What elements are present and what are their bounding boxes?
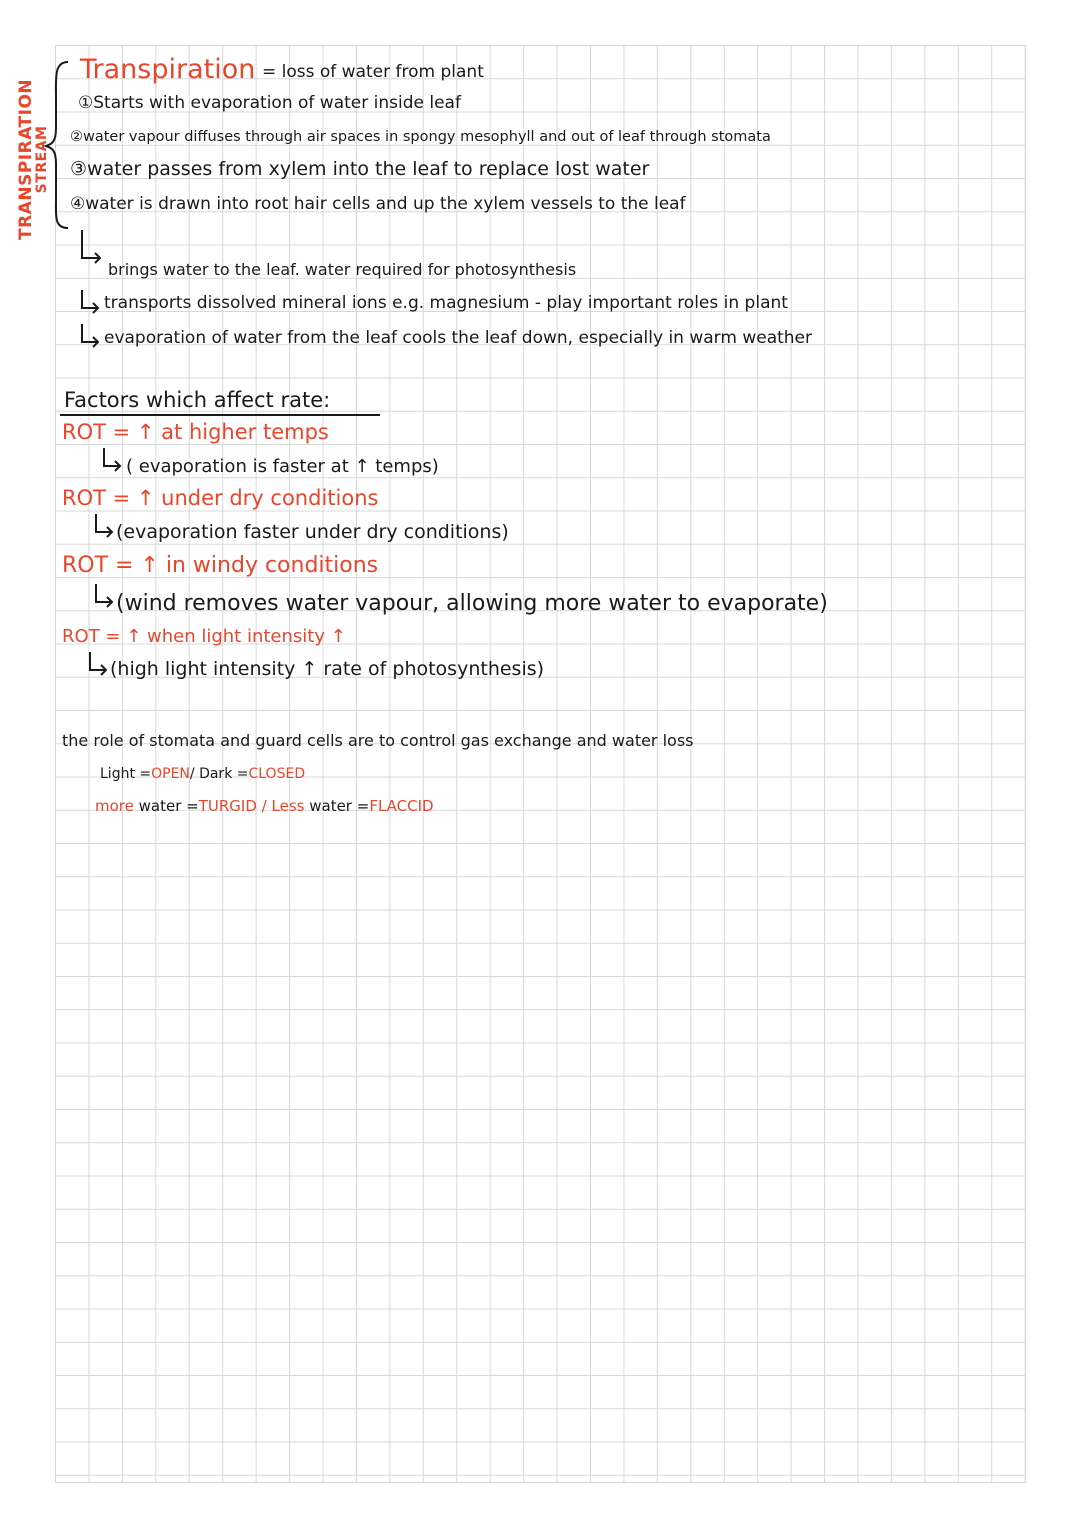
light-label: Light = [100,766,152,782]
step-1: ①Starts with evaporation of water inside leaf [78,93,461,113]
benefit-2: transports dissolved mineral ions e.g. magnesium - play important roles in plant [104,293,788,313]
return-arrow-icon [78,322,106,352]
curly-brace-icon [42,58,72,233]
return-arrow-icon [100,446,128,476]
transpiration-definition: = loss of water from plant [262,62,484,82]
more-label: more [95,797,134,815]
benefit-3: evaporation of water from the leaf cools the leaf down, especially in warm weather [104,328,812,348]
factor-reason-3: (wind removes water vapour, allowing more water to evaporate) [116,591,828,616]
benefit-1: brings water to the leaf. water required for photosynthesis [108,260,577,279]
less-label: / Less [261,797,305,815]
factor-rule-4: ROT = ↑ when light intensity ↑ [62,626,346,647]
less-water-label: water = [309,797,370,815]
factor-rule-1: ROT = ↑ at higher temps [62,420,329,444]
step-3: ③water passes from xylem into the leaf to replace lost water [70,158,650,180]
factor-reason-2: (evaporation faster under dry conditions) [116,521,509,543]
factor-reason-4: (high light intensity ↑ rate of photosynthesis) [110,658,545,680]
flaccid-value: FLACCID [369,797,434,815]
turgid-value: TURGID [198,797,257,815]
return-arrow-icon [78,288,106,318]
dark-value: CLOSED [248,766,306,782]
dark-label: / Dark = [189,766,249,782]
step-4: ④water is drawn into root hair cells and up the xylem vessels to the leaf [70,194,686,214]
turgid-flaccid-line [95,799,434,814]
transpiration-title: Transpiration [80,54,256,85]
factors-heading: Factors which affect rate: [64,388,331,412]
side-label-line2: STREAM [34,125,50,194]
more-water-label: water = [138,797,199,815]
light-dark-line [100,767,305,781]
return-arrow-icon [78,228,108,268]
heading-underline [60,414,380,416]
step-2: ②water vapour diffuses through air spaces in spongy mesophyll and out of leaf through stomata [70,129,771,145]
stomata-statement: the role of stomata and guard cells are to control gas exchange and water loss [62,731,694,750]
light-value: OPEN [151,766,190,782]
side-label-line1: TRANSPIRATION [16,78,36,240]
factor-reason-1: ( evaporation is faster at ↑ temps) [126,456,439,477]
factor-rule-3: ROT = ↑ in windy conditions [62,553,379,578]
factor-rule-2: ROT = ↑ under dry conditions [62,486,379,510]
